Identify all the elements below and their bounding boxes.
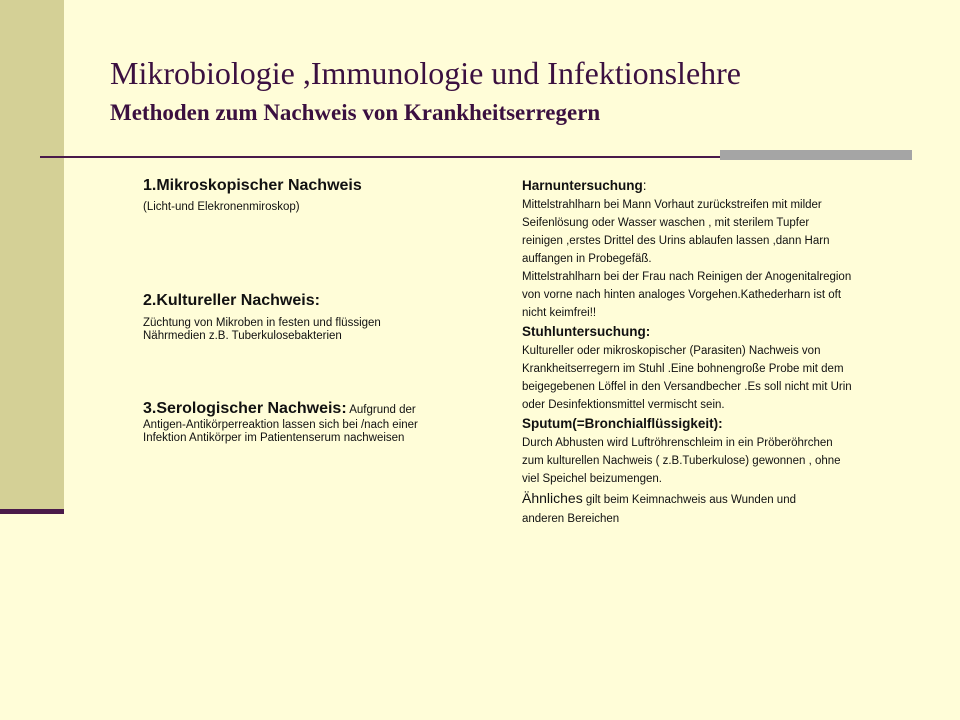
right-column [522,176,922,528]
stuhl-line: oder Desinfektionsmittel vermischt sein. [522,399,725,411]
divider-accent [720,150,912,160]
harn-line: von vorne nach hinten analoges Vorgehen.Kathederharn ist oft [522,289,842,301]
sputum-line: Durch Abhusten wird Luftröhrenschleim in ein Pröberöhrchen [522,437,833,449]
harn-line: Mittelstrahlharn bei Mann Vorhaut zurückstreifen mit milder [522,199,822,211]
slide-title: Mikrobiologie ,Immunologie und Infektionslehre [110,55,741,91]
left-column [143,176,483,445]
section-kultur-line2: Nährmedien z.B. Tuberkulosebakterien [143,330,342,342]
stuhl-line: Krankheitserregern im Stuhl .Eine bohnengroße Probe mit dem [522,363,844,375]
section-mikroskopie-heading: 1.Mikroskopischer Nachweis [143,177,362,194]
aehnliches-row [522,488,922,510]
sputum-line: viel Speichel beizumengen. [522,473,663,485]
section-serologie-heading-row [143,399,483,419]
harn-line: Mittelstrahlharn bei der Frau nach Reinigen der Anogenitalregion [522,271,852,283]
stuhl-line: beigegebenen Löffel in den Versandbecher .Es soll nicht mit Urin [522,381,852,393]
harn-line: reinigen ,erstes Drittel des Urins ablaufen lassen ,dann Harn [522,235,830,247]
harn-line: auffangen in Probegefäß. [522,253,652,265]
section-serologie-line3: Infektion Antikörper im Patientenserum nachweisen [143,432,405,444]
aehnliches-line2: anderen Bereichen [522,513,620,525]
section-serologie-heading: 3.Serologischer Nachweis [143,400,342,417]
harn-heading: Harnuntersuchung [522,178,643,193]
harn-heading-row [522,176,922,196]
harn-colon: : [642,178,647,193]
section-kultur-line1: Züchtung von Mikroben in festen und flüssigen [143,317,381,329]
section-serologie-line2: Antigen-Antikörperreaktion lassen sich bei /nach einer [143,419,418,431]
stuhl-line: Kultureller oder mikroskopischer (Parasiten) Nachweis von [522,345,821,357]
harn-line: Seifenlösung oder Wasser waschen , mit sterilem Tupfer [522,217,810,229]
stuhl-heading: Stuhluntersuchung: [522,324,651,339]
sidebar-bar [0,509,64,514]
sidebar-accent [0,0,64,510]
harn-line: nicht keimfrei!! [522,307,597,319]
section-serologie-inline: Aufgrund der [346,404,416,416]
section-serologie-colon: : [341,400,347,417]
section-kultur-heading: 2.Kultureller Nachweis: [143,292,320,309]
sputum-heading: Sputum(=Bronchialflüssigkeit): [522,416,723,431]
sputum-line: zum kulturellen Nachweis ( z.B.Tuberkulose) gewonnen , ohne [522,455,841,467]
aehnliches-word: Ähnliches [522,490,583,506]
aehnliches-rest: gilt beim Keimnachweis aus Wunden und [582,494,796,506]
section-mikroskopie-text: (Licht-und Elekronenmiroskop) [143,201,300,213]
slide-subtitle: Methoden zum Nachweis von Krankheitserregern [110,100,601,125]
